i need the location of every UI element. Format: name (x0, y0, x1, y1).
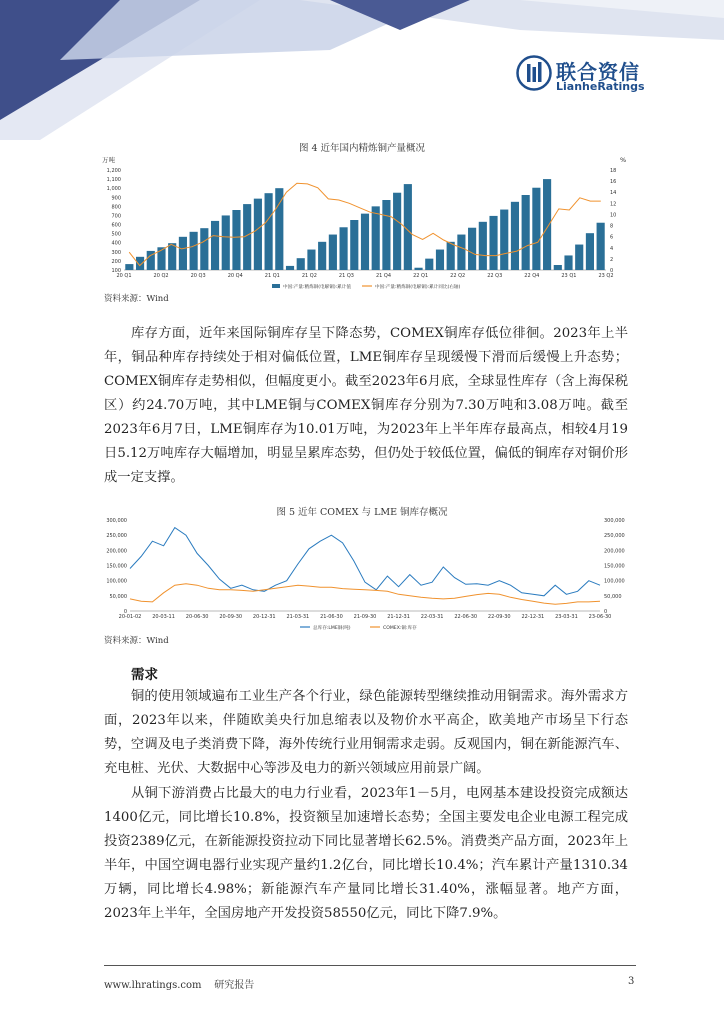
fig5-right-tick: 300,000 (604, 518, 625, 524)
fig5-x-tick: 20-09-30 (219, 614, 243, 620)
fig4-left-tick: 700 (111, 213, 121, 220)
logo-name-cn: 联合资信 (556, 60, 640, 84)
fig4-right-tick: 16 (610, 179, 617, 186)
fig5-x-tick: 21-09-30 (353, 614, 377, 620)
fig5-x-tick: 20-06-30 (185, 614, 209, 620)
fig4-bar (457, 235, 465, 270)
fig4-bar (554, 265, 562, 270)
fig5-left-tick: 100,000 (106, 578, 127, 585)
fig4-bar (307, 250, 315, 270)
fig5-left-tick: 0 (123, 609, 127, 615)
fig4-bar (125, 264, 133, 270)
fig4-bar (511, 202, 519, 270)
fig5-x-tick: 21-06-30 (320, 614, 343, 620)
fig5-legend-comex-label: COMEX:铜:库存 (383, 626, 417, 631)
fig4-right-tick: 6 (610, 234, 614, 241)
fig4-bar (200, 228, 208, 270)
fig4-bar (575, 245, 583, 270)
fig4-bar (532, 188, 540, 270)
fig4-bar (414, 268, 422, 270)
fig4-bar (297, 258, 305, 270)
figure4-title: 图 4 近年国内精炼铜产量概况 (298, 143, 426, 154)
fig5-x-tick: 20-01-02 (118, 614, 142, 620)
fig4-bar (500, 210, 508, 270)
figure5-title: 图 5 近年 COMEX 与 LME 铜库存概况 (276, 507, 448, 518)
fig4-bar (597, 223, 605, 270)
fig4-bar (447, 242, 455, 270)
fig4-left-tick: 100 (111, 268, 121, 274)
fig4-left-tick: 800 (111, 204, 121, 211)
fig5-right-tick: 250,000 (604, 533, 625, 540)
fig5-x-tick: 23-03-31 (555, 614, 578, 620)
section-title-demand: 需求 (131, 667, 158, 683)
fig4-bar (254, 199, 262, 270)
fig4-bar (286, 266, 294, 270)
lianhe-logo-mark-icon (516, 55, 552, 91)
fig4-right-tick: 18 (610, 168, 617, 174)
fig5-left-tick: 150,000 (106, 563, 127, 570)
fig4-bar (425, 259, 433, 270)
fig4-bar (564, 255, 572, 270)
fig5-x-tick: 22-03-31 (420, 614, 444, 620)
fig4-legend-bar-label: 中国:产量:精炼铜(电解铜):累计值 (283, 285, 351, 290)
fig4-bar (232, 210, 240, 270)
fig4-left-tick: 300 (111, 249, 121, 256)
fig5-left-tick: 50,000 (109, 593, 127, 600)
fig4-bar (318, 242, 326, 270)
fig4-bar (489, 216, 497, 270)
figure5-source: 资料来源：Wind (104, 636, 169, 646)
fig4-right-unit: % (620, 156, 627, 164)
fig5-x-tick: 23-06-30 (588, 614, 612, 620)
fig4-x-tick: 20 Q1 (116, 273, 132, 279)
fig4-legend-line-label: 中国:产量:精炼铜(电解铜):累计同比(右轴) (375, 285, 461, 290)
fig4-left-tick: 500 (111, 231, 121, 238)
figure4-source: 资料来源：Wind (104, 294, 169, 304)
fig4-bar (340, 227, 348, 270)
fig4-x-tick: 23 Q1 (561, 273, 577, 279)
fig5-x-tick: 21-03-31 (286, 614, 310, 620)
fig4-bar (522, 195, 530, 270)
fig5-x-tick: 20-12-31 (252, 614, 276, 620)
fig4-bar (586, 233, 594, 270)
fig4-bar (275, 188, 283, 270)
fig4-left-tick: 400 (111, 240, 121, 247)
fig5-x-tick: 22-09-30 (487, 614, 511, 620)
fig5-x-tick: 22-12-31 (521, 614, 545, 620)
fig4-bar (190, 232, 198, 270)
page-number: 3 (628, 976, 635, 987)
footer-left (104, 976, 254, 991)
fig4-x-tick: 20 Q3 (190, 273, 206, 279)
fig5-left-tick: 200,000 (106, 548, 127, 555)
fig4-x-tick: 21 Q4 (375, 273, 392, 279)
fig4-x-tick: 22 Q1 (413, 273, 429, 279)
fig4-left-unit: 万吨 (102, 156, 115, 164)
fig5-right-tick: 200,000 (604, 548, 625, 555)
fig4-right-tick: 14 (610, 190, 617, 197)
fig4-bar (436, 250, 444, 270)
fig4-x-tick: 21 Q2 (301, 273, 317, 279)
fig5-x-tick: 20-03-11 (152, 614, 175, 620)
footer-report-type: 研究报告 (214, 980, 255, 991)
fig4-x-tick: 21 Q1 (264, 273, 280, 279)
fig4-bar (382, 200, 390, 270)
fig4-left-tick: 1,200 (106, 168, 121, 174)
fig4-left-tick: 600 (111, 222, 121, 229)
fig4-left-tick: 200 (111, 258, 121, 265)
fig5-x-tick: 22-06-30 (454, 614, 478, 620)
fig4-bar (372, 206, 380, 270)
fig4-bar (168, 243, 176, 270)
fig4-bar (468, 228, 476, 270)
fig5-right-tick: 0 (604, 609, 608, 615)
fig5-left-tick: 300,000 (106, 518, 127, 524)
fig5-right-tick: 150,000 (604, 563, 625, 570)
figure4-chart (100, 152, 636, 294)
fig4-legend-bar-swatch (272, 284, 280, 288)
paragraph-demand-detail: 从铜下游消费占比最大的电力行业看，2023年1－5月，电网基本建设投资完成额达1400亿元，同比增长10.8%，投资额呈加速增长态势；全国主要发电企业电源工程完成投资2389亿元，在新能源投资拉动下同比显著增长62.5%。消费类产品方面，2023年上半年，中国空调电器行业实现产量约1.2亿台，同比增长10.4%；汽车累计产量1310.34万辆，同比增长4.98%；新能源汽车产量同比增长31.40%，涨幅显著。地产方面，2023年上半年，全国房地产开发投资58550亿元，同比下降7.9%。 (104, 786, 628, 921)
fig4-right-tick: 4 (610, 245, 614, 252)
fig4-bar (211, 221, 219, 270)
fig4-bar (350, 220, 358, 270)
footer-divider (104, 965, 636, 966)
fig5-lme-line (130, 528, 600, 596)
fig4-bar (543, 179, 551, 270)
fig4-bar (361, 214, 369, 270)
fig5-right-tick: 50,000 (604, 593, 622, 600)
fig4-x-tick: 20 Q4 (227, 273, 243, 279)
figure5-chart (100, 516, 636, 632)
logo-name-en: LianheRatings (556, 80, 645, 93)
fig4-right-tick: 0 (610, 268, 614, 274)
fig4-bar (179, 237, 187, 270)
paragraph-demand-overview: 铜的使用领域遍布工业生产各个行业，绿色能源转型继续推动用铜需求。海外需求方面，2023年以来，伴随欧美央行加息缩表以及物价水平高企，欧美地产市场呈下行态势，空调及电子类消费下降，海外传统行业用铜需求走弱。反观国内，铜在新能源汽车、充电桩、光伏、大数据中心等涉及电力的新兴领域应用前景广阔。 (104, 689, 628, 776)
fig4-x-tick: 22 Q3 (487, 273, 503, 279)
fig4-left-tick: 1,100 (106, 177, 121, 184)
fig4-x-tick: 22 Q4 (524, 273, 540, 279)
fig5-right-tick: 100,000 (604, 578, 625, 585)
paragraph-inventory: 库存方面，近年来国际铜库存呈下降态势，COMEX铜库存低位徘徊。2023年上半年，铜品种库存持续处于相对偏低位置，LME铜库存呈现缓慢下滑而后缓慢上升态势；COMEX铜库存走势相似，但幅度更小。截至2023年6月底，全球显性库存（含上海保税区）约24.70万吨，其中LME铜与COMEX铜库存分别为7.30万吨和3.08万吨。截至2023年6月7日，LME铜库存为10.01万吨，为2023年上半年库存最高点，相较4月19日5.12万吨库存大幅增加，明显呈累库态势，但仍处于较低位置，偏低的铜库存对铜价形成一定支撑。 (104, 326, 628, 485)
fig4-bar (393, 193, 401, 270)
fig5-left-tick: 250,000 (106, 533, 127, 540)
fig4-left-tick: 900 (111, 195, 121, 202)
fig4-right-tick: 2 (610, 256, 614, 263)
fig4-left-tick: 1,000 (106, 186, 121, 193)
fig4-bar (222, 215, 230, 270)
fig5-x-tick: 21-12-31 (387, 614, 410, 620)
fig4-bar (329, 235, 337, 270)
fig4-right-tick: 8 (610, 223, 614, 230)
lianhe-logo (516, 55, 646, 95)
fig4-bar (265, 193, 273, 270)
fig5-legend-lme-label: 总库存:LME铜(吨) (313, 626, 351, 631)
fig4-bar (479, 222, 487, 270)
footer-website: www.lhratings.com (104, 980, 202, 991)
fig4-right-tick: 10 (610, 212, 617, 219)
fig4-x-tick: 20 Q2 (153, 273, 169, 279)
fig4-x-tick: 23 Q2 (598, 273, 614, 279)
fig4-x-tick: 21 Q3 (338, 273, 355, 279)
fig4-x-tick: 22 Q2 (450, 273, 466, 279)
fig4-bar (136, 257, 144, 270)
fig4-right-tick: 12 (610, 201, 617, 208)
